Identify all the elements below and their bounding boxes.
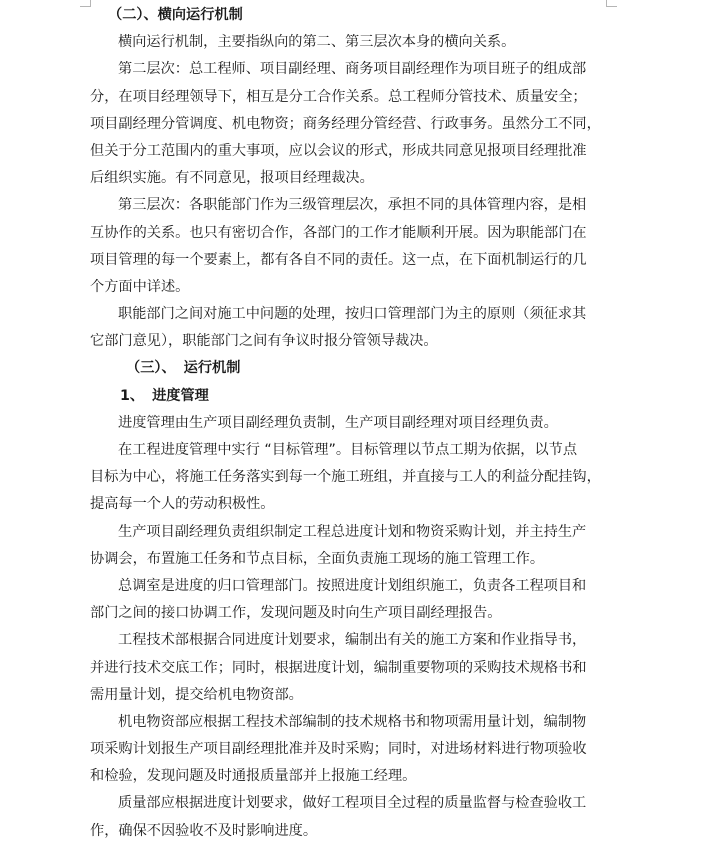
paragraph-line: 职能部门之间对施工中问题的处理，按归口管理部门为主的原则（须征求其 bbox=[118, 306, 587, 323]
paragraph-line: 项目副经理分管调度、机电物资；商务经理分管经营、行政事务。虽然分工不同， bbox=[90, 115, 601, 132]
section-number: （三）、 bbox=[126, 360, 176, 377]
paragraph-line: 目标为中心，将施工任务落实到每一个施工班组，并直接与工人的利益分配挂钩， bbox=[90, 469, 601, 486]
paragraph-line: 并进行技术交底工作；同时，根据进度计划，编制重要物项的采购技术规格书和 bbox=[90, 659, 587, 676]
paragraph-line: 工程技术部根据合同进度计划要求，编制出有关的施工方案和作业指导书， bbox=[118, 632, 587, 649]
paragraph-line: 它部门意见），职能部门之间有争议时报分管领导裁决。 bbox=[90, 333, 438, 350]
paragraph-line: 横向运行机制，主要指纵向的第二、第三层次本身的横向关系。 bbox=[118, 34, 516, 51]
paragraph-line: 进度管理由生产项目副经理负责制，生产项目副经理对项目经理负责。 bbox=[118, 414, 558, 431]
paragraph-line: 互协作的关系。也只有密切合作，各部门的工作才能顺利开展。因为职能部门在 bbox=[90, 224, 587, 241]
paragraph-line: 生产项目副经理负责组织制定工程总进度计划和物资采购计划，并主持生产 bbox=[118, 523, 587, 540]
paragraph-line: 但关于分工范围内的重大事项，应以会议的形式，形成共同意见报项目经理批准 bbox=[90, 142, 587, 159]
subsection-number: 1、 bbox=[120, 387, 145, 404]
paragraph-line: 第二层次：总工程师、项目副经理、商务项目副经理作为项目班子的组成部 bbox=[118, 61, 587, 78]
subsection-title: 进度管理 bbox=[152, 387, 209, 404]
section-heading-operation bbox=[90, 355, 607, 382]
section-heading-horizontal: （二）、横向运行机制 bbox=[108, 7, 243, 23]
paragraph-line: 项采购计划报生产项目副经理批准并及时采购；同时，对进场材料进行物项验收 bbox=[90, 741, 587, 758]
paragraph-line: 总调室是进度的归口管理部门。按照进度计划组织施工，负责各工程项目和 bbox=[118, 577, 587, 594]
document-body bbox=[90, 2, 607, 845]
margin-corner-mark-right bbox=[606, 0, 617, 7]
paragraph-line: 需用量计划，提交给机电物资部。 bbox=[90, 686, 303, 703]
paragraph-line: 后组织实施。有不同意见，报项目经理裁决。 bbox=[90, 170, 374, 187]
paragraph-line: 和检验，发现问题及时通报质量部并上报施工经理。 bbox=[90, 768, 417, 785]
paragraph-line: 协调会，布置施工任务和节点目标，全面负责施工现场的施工管理工作。 bbox=[90, 550, 545, 567]
paragraph-line: 部门之间的接口协调工作，发现问题及时向生产项目副经理报告。 bbox=[90, 605, 502, 622]
paragraph-line: 质量部应根据进度计划要求，做好工程项目全过程的质量监督与检查验收工 bbox=[118, 795, 587, 812]
subsection-heading-progress bbox=[90, 383, 607, 410]
paragraph-line: 在工程进度管理中实行 “目标管理”。目标管理以节点工期为依据，以节点 bbox=[118, 442, 578, 458]
paragraph-line: 作，确保不因验收不及时影响进度。 bbox=[90, 822, 318, 839]
paragraph-line: 第三层次：各职能部门作为三级管理层次，承担不同的具体管理内容，是相 bbox=[118, 197, 587, 214]
paragraph-line: 提高每一个人的劳动积极性。 bbox=[90, 496, 275, 513]
paragraph-line: 项目管理的每一个要素上，都有各自不同的责任。这一点，在下面机制运行的几 bbox=[90, 251, 587, 268]
paragraph-line: 机电物资部应根据工程技术部编制的技术规格书和物项需用量计划，编制物 bbox=[118, 713, 587, 730]
section-title: 运行机制 bbox=[183, 360, 241, 377]
paragraph-line: 分，在项目经理领导下，相互是分工合作关系。总工程师分管技术、质量安全； bbox=[90, 88, 587, 105]
paragraph-line: 个方面中详述。 bbox=[90, 278, 190, 295]
